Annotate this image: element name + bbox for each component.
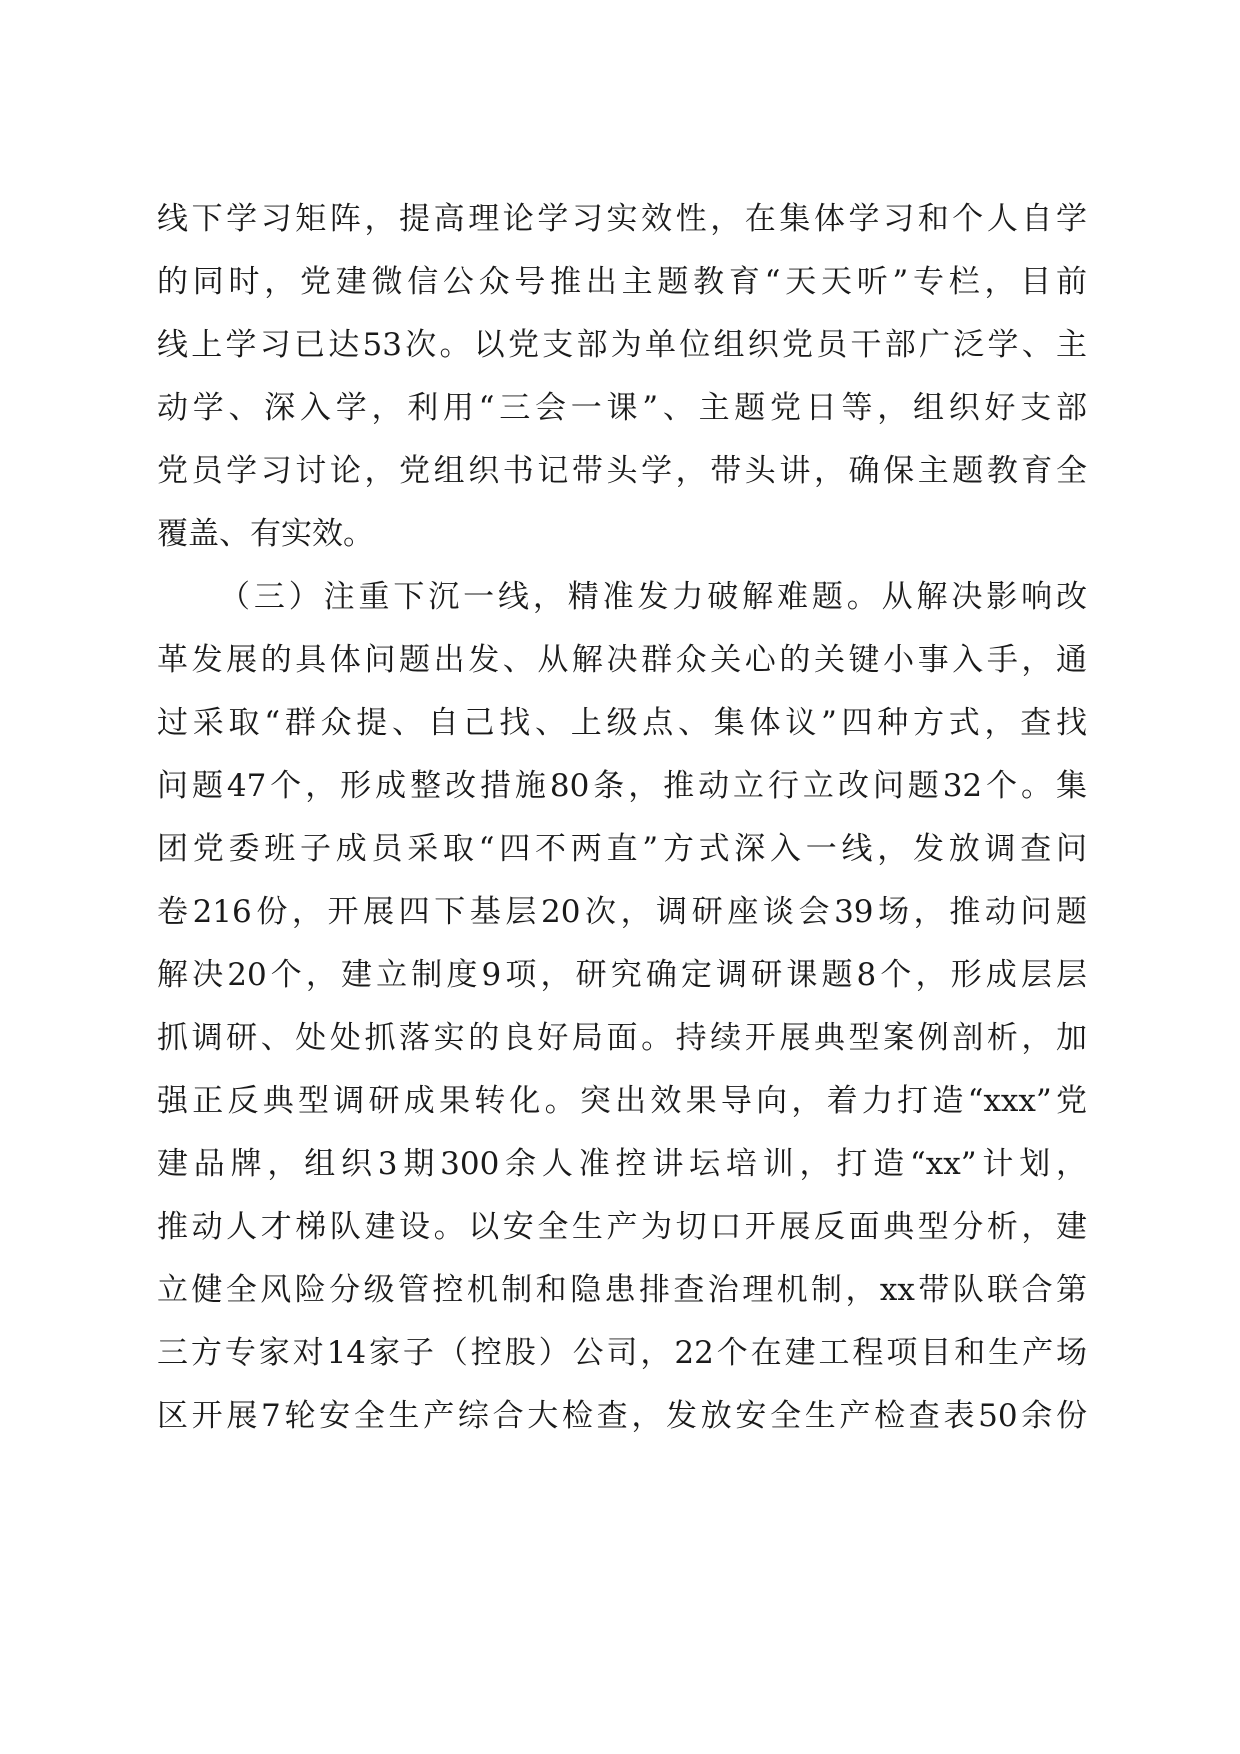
text-line: 三方专家对14家子（控股）公司，22个在建工程项目和生产场 <box>157 1335 1087 1371</box>
text-line: 推动人才梯队建设。以安全生产为切口开展反面典型分析，建 <box>157 1209 1087 1245</box>
text-line: 线下学习矩阵，提高理论学习实效性，在集体学习和个人自学 <box>157 201 1087 237</box>
text-line: 线上学习已达53次。以党支部为单位组织党员干部广泛学、主 <box>157 327 1087 363</box>
text-line: 立健全风险分级管控机制和隐患排查治理机制，xx带队联合第 <box>157 1272 1087 1308</box>
text-line: 的同时，党建微信公众号推出主题教育“天天听”专栏，目前 <box>157 264 1087 300</box>
text-line: 抓调研、处处抓落实的良好局面。持续开展典型案例剖析，加 <box>157 1020 1087 1056</box>
text-line: 问题47个，形成整改措施80条，推动立行立改问题32个。集 <box>157 768 1087 804</box>
text-line: 革发展的具体问题出发、从解决群众关心的关键小事入手，通 <box>157 642 1087 678</box>
text-line: 过采取“群众提、自己找、上级点、集体议”四种方式，查找 <box>157 705 1087 741</box>
text-line: 覆盖、有实效。 <box>157 516 374 552</box>
text-line: 卷216份，开展四下基层20次，调研座谈会39场，推动问题 <box>157 894 1087 930</box>
text-line: 区开展7轮安全生产综合大检查，发放安全生产检查表50余份 <box>157 1398 1087 1434</box>
text-line: 强正反典型调研成果转化。突出效果导向，着力打造“xxx”党 <box>157 1083 1087 1119</box>
text-line: 动学、深入学，利用“三会一课”、主题党日等，组织好支部 <box>157 390 1087 426</box>
section-heading-line: （三）注重下沉一线，精准发力破解难题。从解决影响改 <box>219 579 1087 615</box>
body-text <box>157 188 1087 1448</box>
text-line: 党员学习讨论，党组织书记带头学，带头讲，确保主题教育全 <box>157 453 1087 489</box>
text-line: 团党委班子成员采取“四不两直”方式深入一线，发放调查问 <box>157 831 1087 867</box>
text-line: 建品牌，组织3期300余人准控讲坛培训，打造“xx”计划， <box>157 1146 1087 1182</box>
text-line: 解决20个，建立制度9项，研究确定调研课题8个，形成层层 <box>157 957 1087 993</box>
